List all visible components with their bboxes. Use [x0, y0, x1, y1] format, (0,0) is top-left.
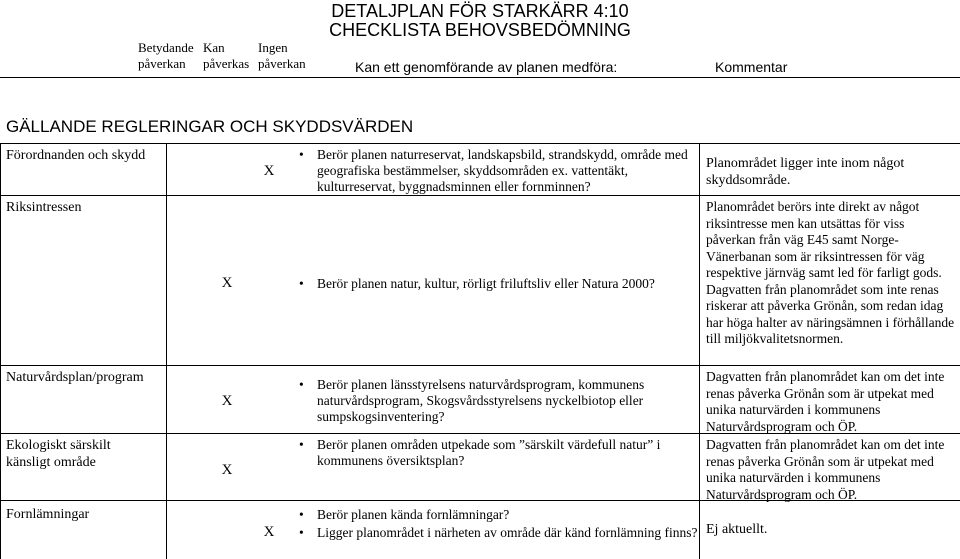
bullet-icon: •: [299, 377, 304, 392]
bullet-icon: •: [299, 276, 304, 291]
column-header-betydande: Betydande påverkan: [138, 40, 194, 71]
bullet-icon: •: [299, 525, 304, 540]
row-divider: [0, 195, 960, 196]
column-header-comment: Kommentar: [715, 59, 788, 75]
question-item: [299, 525, 699, 541]
question-item: [299, 276, 699, 292]
document-subtitle: CHECKLISTA BEHOVSBEDÖMNING: [329, 20, 631, 40]
column-header-ingen: Ingen påverkan: [258, 40, 306, 71]
question-text: Berör planen områden utpekade som ”särskilt värdefull natur” i kommunens översiktsplan?: [317, 437, 661, 468]
question-text: Ligger planområdet i närheten av område där känd fornlämning finns?: [317, 525, 698, 540]
section-divider: [0, 143, 960, 144]
comment-column-divider: [699, 143, 700, 559]
column-header-question: Kan ett genomförande av planen medföra:: [355, 59, 618, 75]
section-title: GÄLLANDE REGLERINGAR OCH SKYDDSVÄRDEN: [6, 117, 414, 136]
question-text: Berör planen natur, kultur, rörligt friluftsliv eller Natura 2000?: [317, 276, 655, 291]
bullet-icon: •: [299, 437, 304, 452]
question-text: Berör planen naturreservat, landskapsbild, strandskydd, område med geografiska bestämmelser, skyddsområden ex. vattentäkt, kulturreservat, byggnadsminnen eller fornminnen?: [317, 147, 688, 194]
question-item: [299, 507, 699, 523]
bullet-icon: •: [299, 147, 304, 162]
question-item: [299, 377, 699, 425]
table-left-border: [0, 143, 1, 559]
comment-fornlamningar: Ej aktuellt.: [706, 522, 768, 537]
question-item: [299, 147, 699, 195]
column-header-kan: Kan påverkas: [203, 40, 250, 71]
comment-riksintressen: Planområdet berörs inte direkt av något riksintresse men kan utsättas för viss påverkan från väg E45 samt Norge-Vänerbanan som är riksintressen för väg respektive järnväg samt led för farligt gods. Dagvatten från planområdet som inte renas riskerar att påverka Grönån, som redan idag har höga halter av näringsämnen i förhållande till miljökvalitetsnormen.: [706, 199, 955, 346]
category-fornlamningar: Fornlämningar: [6, 507, 90, 522]
category-riksintressen: Riksintressen: [6, 200, 82, 215]
question-item: [299, 437, 699, 469]
impact-mark: X: [263, 163, 275, 179]
row-divider: [0, 365, 960, 366]
impact-mark: X: [263, 524, 275, 540]
impact-mark: X: [221, 462, 233, 478]
question-text: Berör planen kända fornlämningar?: [317, 507, 510, 522]
category-ekologiskt: Ekologiskt särskilt känsligt område: [6, 438, 111, 470]
category-column-divider: [166, 143, 167, 559]
comment-naturvardsplan: Dagvatten från planområdet kan om det inte renas påverka Grönån som är utpekat med unika naturvärden i kommunens Naturvårdsprogram och ÖP.: [706, 369, 945, 434]
header-divider: [0, 77, 960, 78]
comment-ekologiskt: Dagvatten från planområdet kan om det inte renas påverka Grönån som är utpekat med unika naturvärden i kommunens Naturvårdsprogram och ÖP.: [706, 437, 945, 502]
category-naturvardsplan: Naturvårdsplan/program: [6, 370, 144, 385]
document-title: DETALJPLAN FÖR STARKÄRR 4:10: [331, 1, 629, 21]
impact-mark: X: [221, 393, 233, 409]
category-forordnanden: Förordnanden och skydd: [6, 148, 146, 163]
comment-forordnanden: Planområdet ligger inte inom något skyddsområde.: [706, 156, 905, 188]
impact-mark: X: [221, 275, 233, 291]
question-text: Berör planen länsstyrelsens naturvårdsprogram, kommunens naturvårdsprogram, Skogsvårdsstyrelsens nyckelbiotop eller sumpskogsinventering?: [317, 377, 645, 424]
bullet-icon: •: [299, 507, 304, 522]
